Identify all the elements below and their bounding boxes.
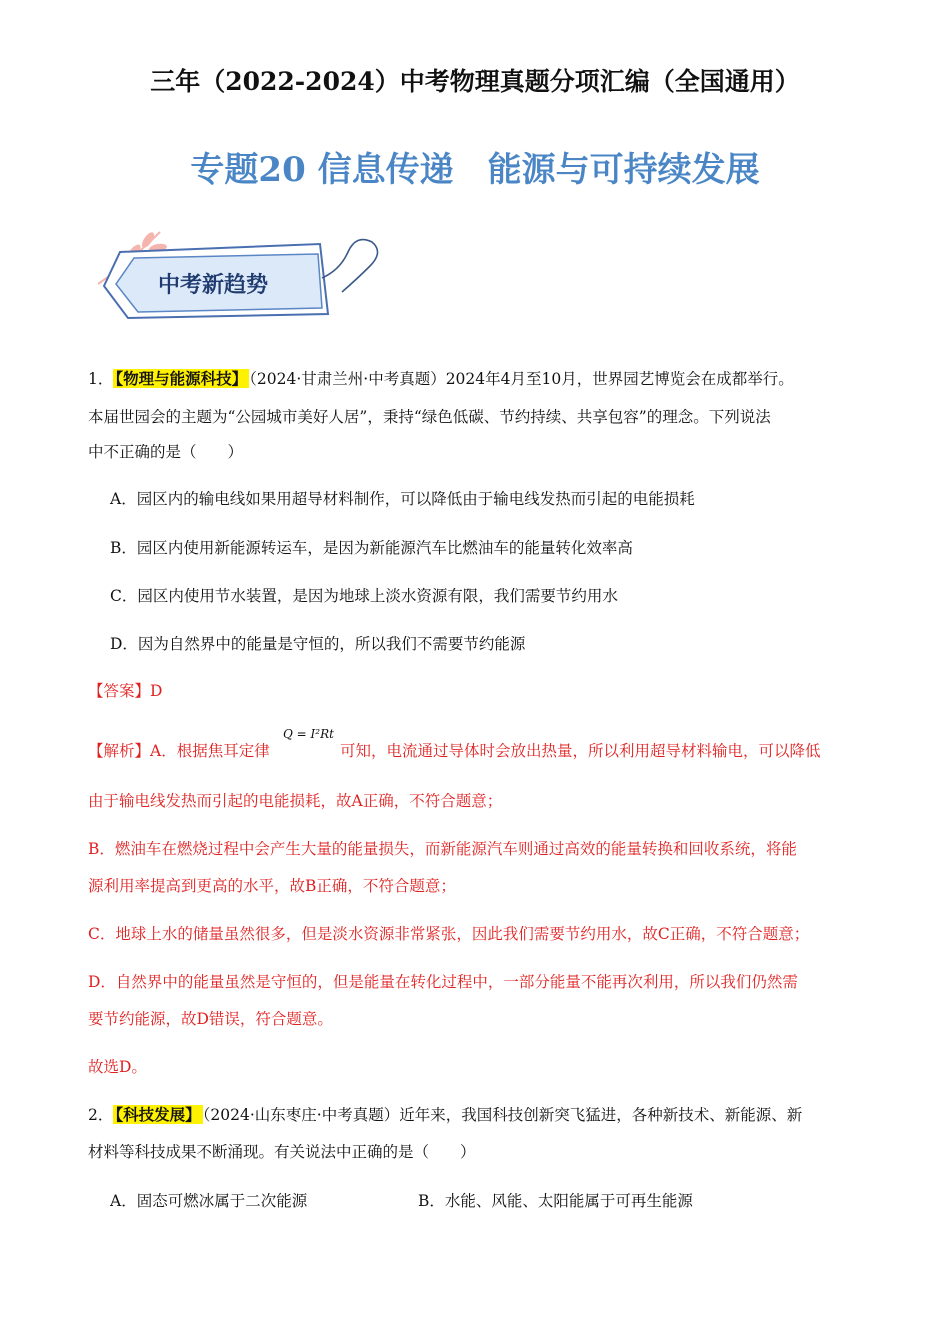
q2-option-b: B．水能、风能、太阳能属于可再生能源 <box>418 1192 693 1210</box>
q1-analysis-a-line2: 由于输电线发热而引起的电能损耗，故A正确，不符合题意； <box>88 792 503 810</box>
q1-analysis-b-line1: B．燃油车在燃烧过程中会产生大量的能量损失，而新能源汽车则通过高效的能量转换和回收系统，将能 <box>88 840 797 858</box>
q2-number: 2． <box>88 1106 114 1124</box>
q2-stem-line1 <box>88 1104 802 1126</box>
q2-option-a: A．固态可燃冰属于二次能源 <box>110 1192 308 1210</box>
q1-option-d: D．因为自然界中的能量是守恒的，所以我们不需要节约能源 <box>110 635 526 653</box>
section-badge-label: 中考新趋势 <box>158 273 269 298</box>
q1-analysis-d-line1: D．自然界中的能量虽然是守恒的，但是能量在转化过程中，一部分能量不能再次利用，所以我们仍然需 <box>88 973 798 991</box>
q1-option-b: B．园区内使用新能源转运车，是因为新能源汽车比燃油车的能量转化效率高 <box>110 539 633 557</box>
q1-analysis-c: C．地球上水的储量虽然很多，但是淡水资源非常紧张，因此我们需要节约用水，故C正确，不符合题意； <box>88 925 810 943</box>
q1-tag: 【物理与能源科技】 <box>115 369 248 388</box>
q1-analysis-d-line2: 要节约能源，故D错误，符合题意。 <box>88 1010 333 1028</box>
q1-option-a: A．园区内的输电线如果用超导材料制作，可以降低由于输电线发热而引起的电能损耗 <box>110 490 695 508</box>
q1-stem-line1 <box>88 368 794 390</box>
q2-tag: 【科技发展】 <box>115 1105 201 1124</box>
topic-subtitle: 专题20 信息传递 能源与可持续发展 <box>190 150 760 190</box>
q1-conclusion: 故选D。 <box>88 1058 147 1076</box>
q1-stem-line3: 中不正确的是（ ） <box>88 443 244 461</box>
q1-analysis-a-line1-post: 可知，电流通过导体时会放出热量，所以利用超导材料输电，可以降低 <box>340 742 821 760</box>
q1-stem-line2: 本届世园会的主题为“公园城市美好人居”，秉持“绿色低碳、节约持续、共享包容”的理念。下列说法 <box>88 408 771 426</box>
q1-source: （2024·甘肃兰州·中考真题）2024年4月至10月，世界园艺博览会在成都举行。 <box>249 370 794 388</box>
q2-source: （2024·山东枣庄·中考真题）近年来，我国科技创新突飞猛进，各种新技术、新能源、新 <box>202 1106 803 1124</box>
q1-option-c: C．园区内使用节水装置，是因为地球上淡水资源有限，我们需要节约用水 <box>110 587 618 605</box>
q1-analysis-b-line2: 源利用率提高到更高的水平，故B正确，不符合题意； <box>88 877 456 895</box>
q1-analysis-a-line1-pre: 【解析】A．根据焦耳定律 <box>88 742 270 760</box>
joule-law-formula: Q = I²Rt <box>283 727 334 741</box>
q2-stem-line2: 材料等科技成果不断涌现。有关说法中正确的是（ ） <box>88 1143 476 1161</box>
document-title: 三年（2022-2024）中考物理真题分项汇编（全国通用） <box>150 67 800 96</box>
q1-number: 1． <box>88 370 114 388</box>
q1-answer: 【答案】D <box>88 682 163 700</box>
